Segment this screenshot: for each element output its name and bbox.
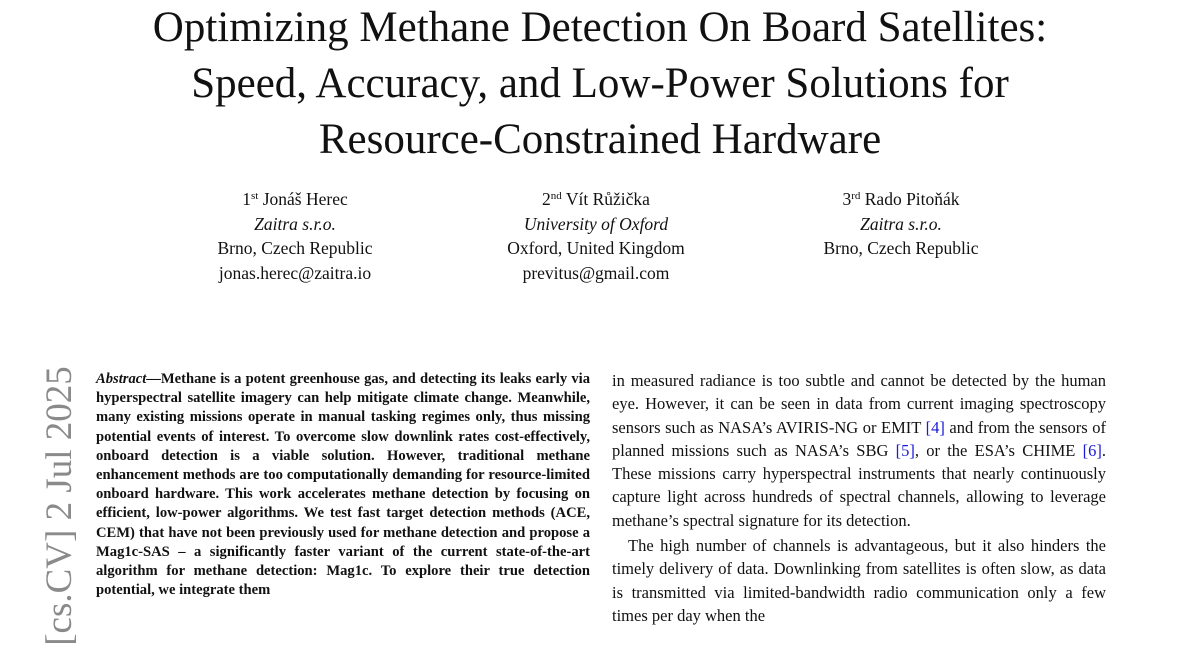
author-ordinal: 2	[542, 189, 551, 209]
title-line-2: Speed, Accuracy, and Low-Power Solutions for	[191, 60, 1009, 107]
author-ordinal-suffix: st	[251, 190, 259, 202]
citation-link[interactable]: [5]	[895, 440, 915, 460]
author-location: Oxford, United Kingdom	[507, 238, 685, 258]
author-block-1	[165, 187, 425, 285]
citation-link[interactable]: [6]	[1082, 440, 1102, 460]
author-ordinal: 3	[842, 189, 852, 209]
abstract	[96, 370, 590, 600]
author-location: Brno, Czech Republic	[823, 238, 979, 258]
title-line-3: Resource-Constrained Hardware	[318, 116, 882, 163]
introduction-column	[612, 369, 1106, 627]
intro-paragraph-1: in measured radiance is too subtle and cannot be detected by the human eye. However, it can be seen in data from current imaging spectroscopy sensors such as NASA’s AVIRIS-NG or EMIT [4] and from the sensors of planned missions such as NASA’s SBG [5], or the ESA’s CHIME [6]. These missions carry hyperspectral instruments that nearly continuously capture light across hundreds of spectral channels, allowing to leverage methane’s spectral signature for its detection.	[612, 371, 1107, 530]
author-affiliation: Zaitra s.r.o.	[860, 213, 942, 234]
author-name: Rado Pitoňák	[864, 189, 960, 209]
author-ordinal-suffix: nd	[550, 190, 562, 202]
author-location: Brno, Czech Republic	[217, 238, 373, 258]
abstract-text: —Methane is a potent greenhouse gas, and detecting its leaks early via hyperspectral satellite imagery can help mitigate climate change. Meanwhile, many existing missions operate in manual tasking regimes only, thus missing potential events of interest. To overcome slow downlink rates cost-effectively, onboard detection is a viable solution. However, traditional methane enhancement methods are too computationally demanding for resource-limited onboard hardware. This work accelerates methane detection by focusing on efficient, low-power algorithms. We test fast target detection methods (ACE, CEM) that have not been previously used for methane detection and propose a Mag1c-SAS – a significantly faster variant of the current state-of-the-art algorithm for methane detection: Mag1c. To explore their true detection potential, we integrate them	[96, 371, 590, 599]
author-block-2	[466, 187, 726, 285]
author-ordinal-suffix: rd	[851, 190, 861, 202]
paper-title	[0, 0, 1200, 168]
abstract-label: Abstract	[96, 371, 147, 387]
author-email: jonas.herec@zaitra.io	[218, 262, 372, 283]
author-affiliation: Zaitra s.r.o.	[254, 213, 336, 234]
author-name: Jonáš Herec	[262, 189, 348, 209]
author-affiliation: University of Oxford	[523, 213, 669, 234]
author-name: Vít Růžička	[565, 189, 650, 209]
author-ordinal: 1	[242, 189, 251, 209]
intro-paragraph-2: The high number of channels is advantageous, but it also hinders the timely delivery of data. Downlinking from satellites is often slow, as data is transmitted via limited-bandwidth radio communication only a few times per day when the	[612, 536, 1106, 625]
title-line-1: Optimizing Methane Detection On Board Satellites:	[152, 4, 1048, 51]
author-block-3	[771, 187, 1031, 261]
citation-link[interactable]: [4]	[925, 417, 945, 437]
arxiv-stamp: [cs.CV] 2 Jul 2025	[39, 366, 80, 646]
author-email: previtus@gmail.com	[522, 262, 670, 283]
